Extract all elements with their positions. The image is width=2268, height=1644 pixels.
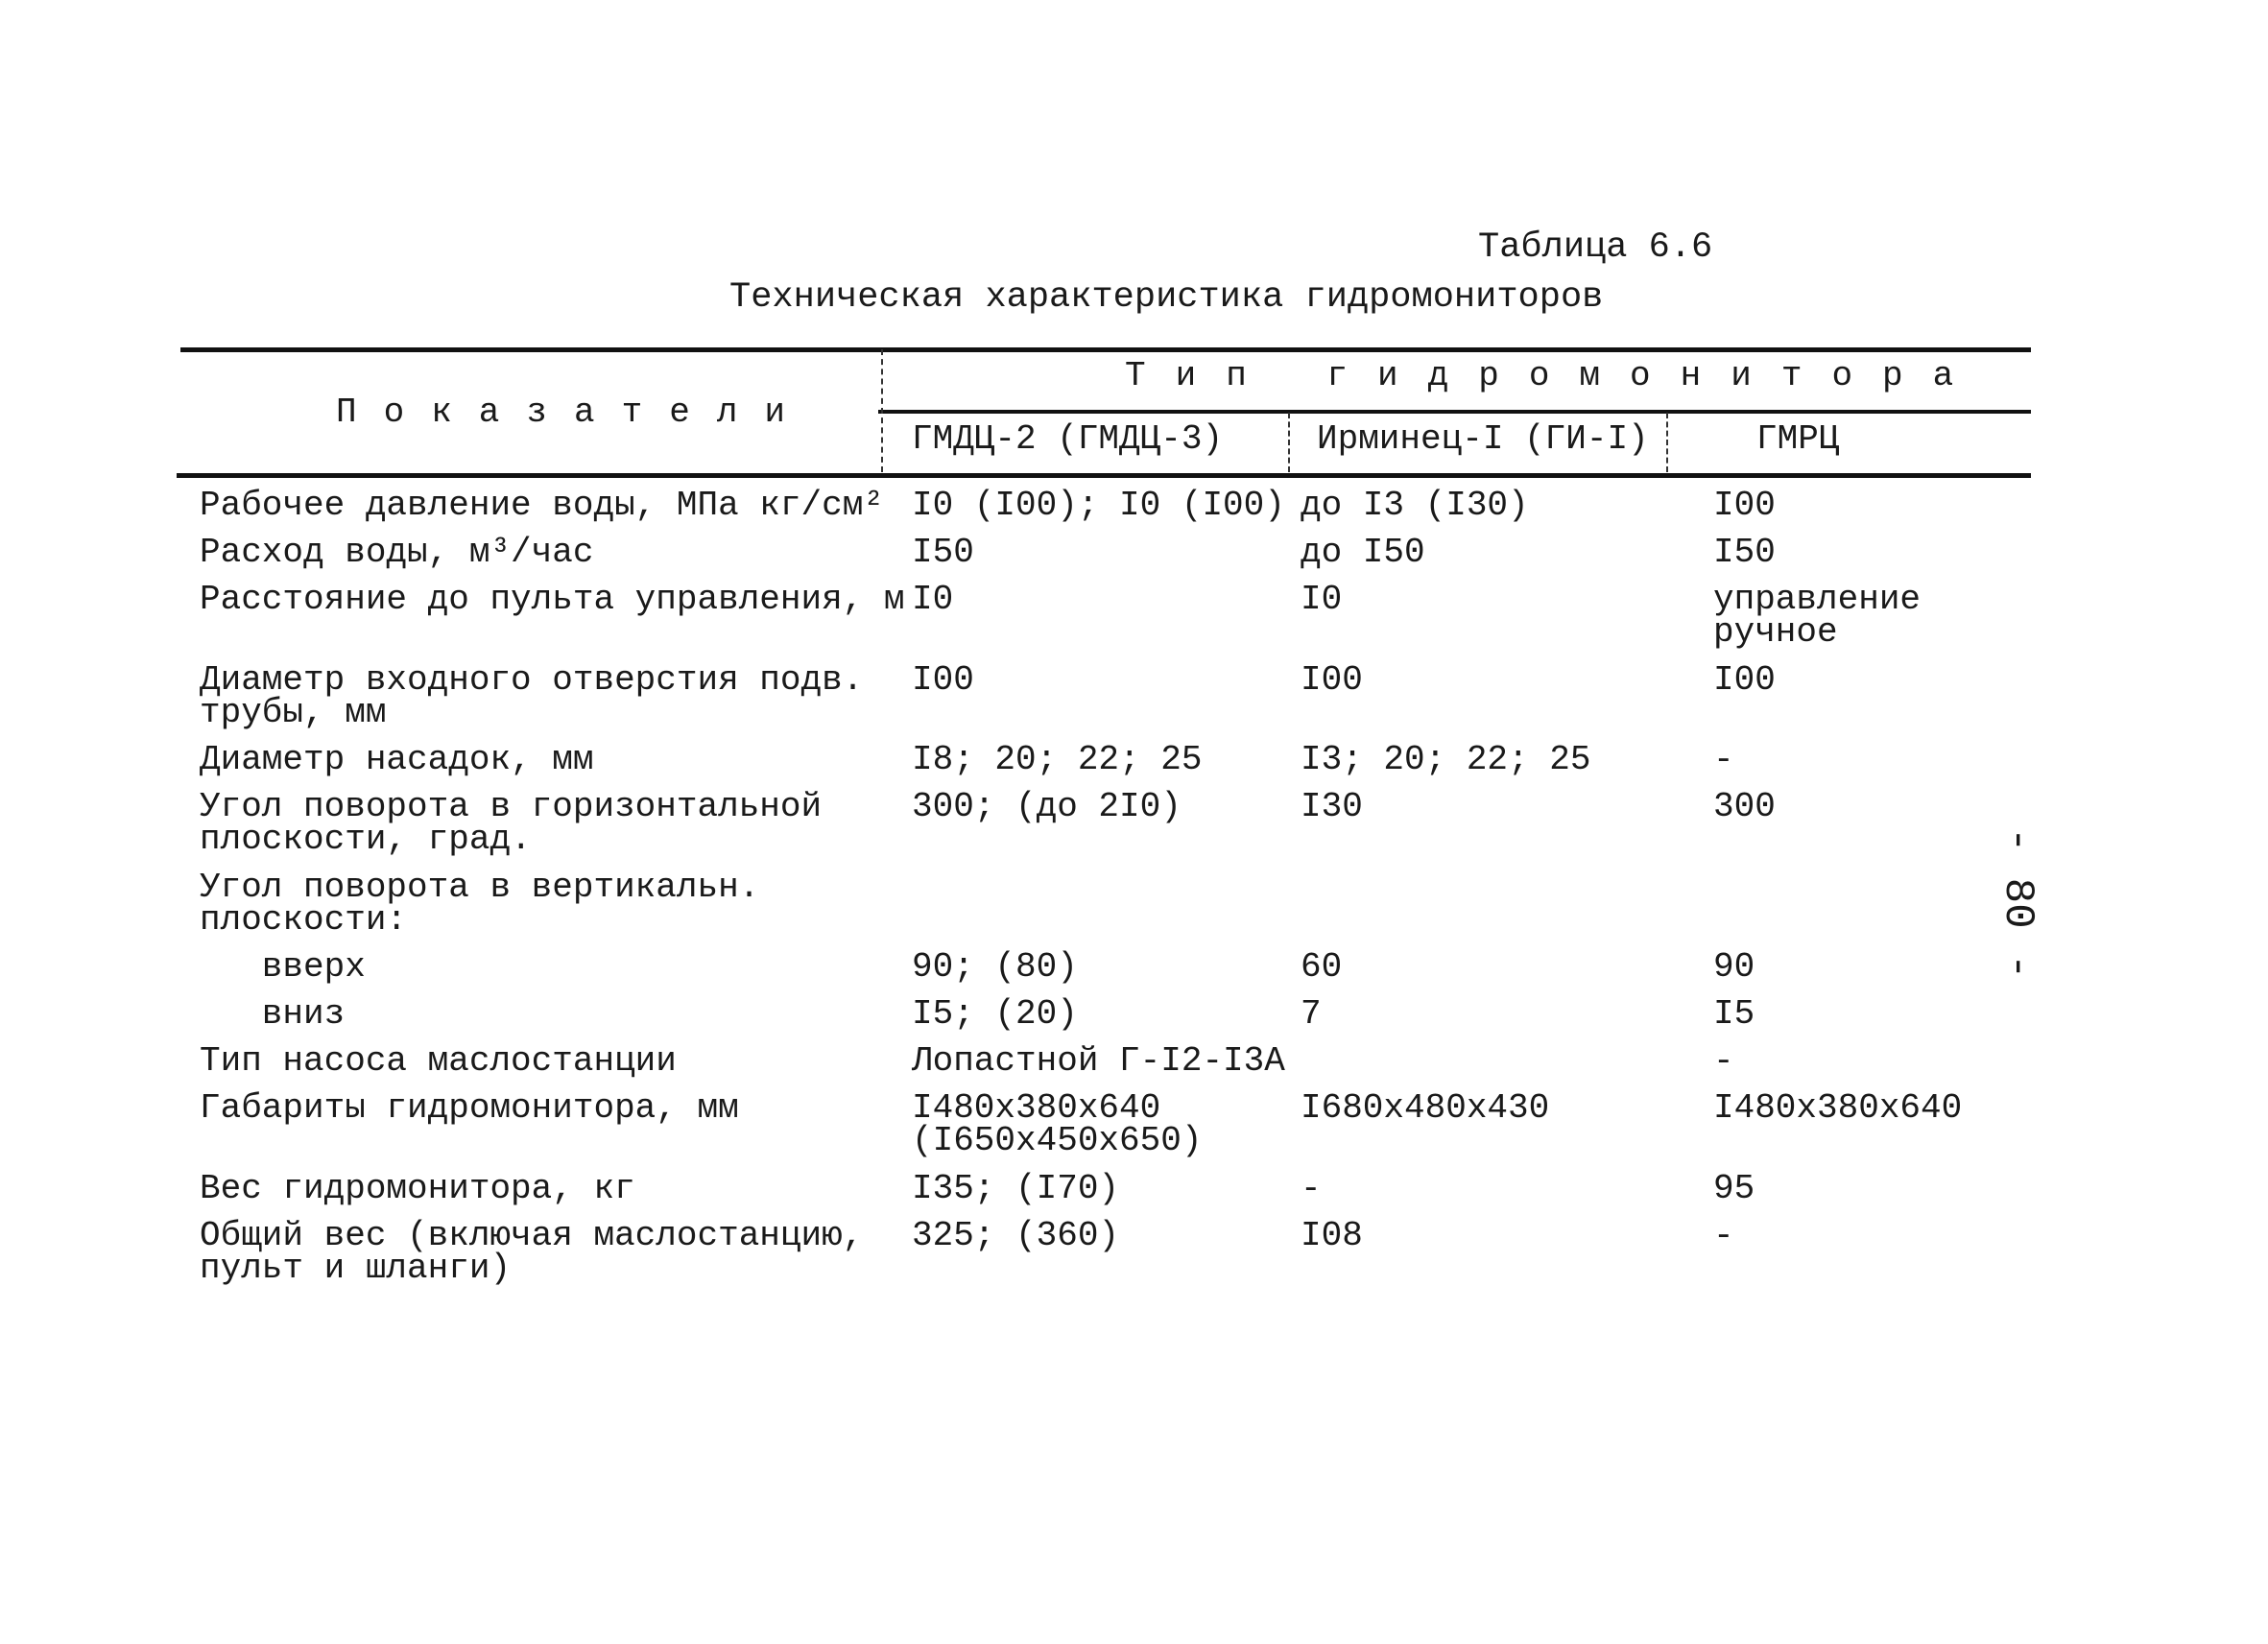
header-type-group: Тип гидромонитора [1125,356,1984,395]
type-group-rule [878,410,2031,414]
row-value: - [1713,740,1734,779]
row-value: управление [1713,580,1922,619]
header-column-irminec: Ирминец-I (ГИ-I) [1317,419,1649,459]
row-value: I00 [1713,486,1776,525]
row-label: трубы, мм [200,693,387,732]
row-value: I50 [912,533,974,572]
header-separator-3 [1666,413,1668,472]
row-value: I35; (I70) [912,1169,1120,1208]
row-value: I0 (I00); I0 (I00) [912,486,1285,525]
row-label: плоскости: [200,900,408,940]
row-value: 300 [1713,787,1776,826]
row-value: - [1301,1169,1322,1208]
row-value: I480x380x640 [912,1088,1161,1128]
row-value: I00 [1301,660,1363,700]
row-value: 90; (80) [912,947,1078,987]
header-column-gmdc: ГМДЦ-2 (ГМДЦ-3) [912,419,1224,459]
row-value: I3; 20; 22; 25 [1301,740,1591,779]
row-label: Угол поворота в вертикальн. [200,868,760,907]
row-value: 325; (360) [912,1216,1120,1255]
row-value: ручное [1713,612,1838,652]
row-value: 90 [1713,947,1755,987]
row-label: Угол поворота в горизонтальной [200,787,823,826]
row-value: Лопастной Г-I2-I3А [912,1041,1285,1081]
row-label: вверх [200,947,366,987]
header-indicators: Показатели [336,393,813,432]
row-label: Расход воды, м³/час [200,533,594,572]
row-value: I0 [1301,580,1343,619]
row-value: 60 [1301,947,1343,987]
header-separator-2 [1288,413,1290,472]
row-value: 95 [1713,1169,1755,1208]
row-value: I00 [912,660,974,700]
row-label: Рабочее давление воды, МПа кг/см² [200,486,884,525]
row-label: вниз [200,994,346,1034]
row-value: I680x480x430 [1301,1088,1550,1128]
table-top-rule [180,347,2031,352]
row-value: - [1713,1216,1734,1255]
row-label: Общий вес (включая маслостанцию, [200,1216,864,1255]
row-value: I0 [912,580,954,619]
row-label: Расстояние до пульта управления, м [200,580,905,619]
row-label: пульт и шланги) [200,1249,512,1288]
row-label: плоскости, град. [200,820,532,859]
row-value: I30 [1301,787,1363,826]
row-value: (I650x450x650) [912,1121,1203,1160]
row-value: I8; 20; 22; 25 [912,740,1203,779]
row-label: Диаметр насадок, мм [200,740,594,779]
row-value: I50 [1713,533,1776,572]
row-label: Диаметр входного отверстия подв. [200,660,864,700]
row-value: I480x380x640 [1713,1088,1963,1128]
row-value: 300; (до 2I0) [912,787,1182,826]
row-value: 7 [1301,994,1322,1034]
row-value: до I50 [1301,533,1425,572]
row-label: Вес гидромонитора, кг [200,1169,635,1208]
table-number: Таблица 6.6 [1478,227,1713,268]
row-label: Габариты гидромонитора, мм [200,1088,739,1128]
header-column-gmrc: ГМРЦ [1756,419,1840,459]
row-label: Тип насоса маслостанции [200,1041,677,1081]
table-title: Техническая характеристика гидромониторов [729,277,1604,318]
row-value: I08 [1301,1216,1363,1255]
row-value: I00 [1713,660,1776,700]
row-value: до I3 (I30) [1301,486,1529,525]
header-separator-1 [881,349,883,472]
page-number: - 80 - [1993,827,2041,980]
row-value: I5 [1713,994,1755,1034]
row-value: I5; (20) [912,994,1078,1034]
header-bottom-rule [177,473,2031,478]
row-value: - [1713,1041,1734,1081]
